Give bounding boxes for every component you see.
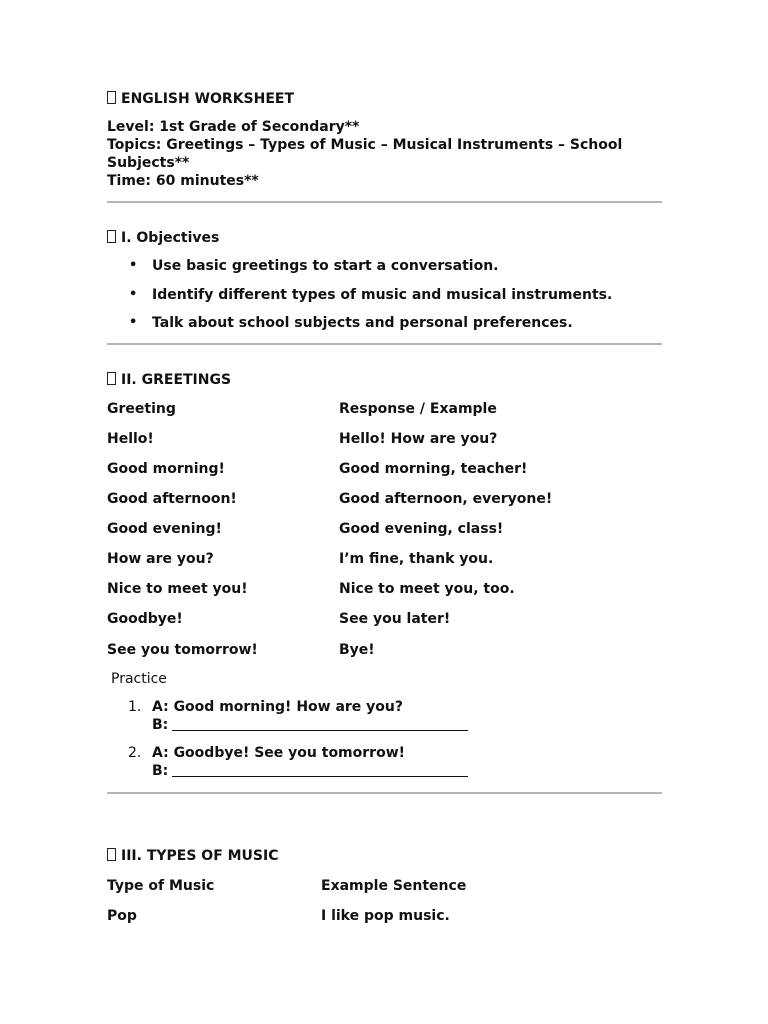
table-cell: Pop <box>107 908 137 924</box>
table-row <box>107 431 498 447</box>
table-row <box>107 642 375 658</box>
table-row <box>107 521 504 537</box>
topics-line-continued: Subjects** <box>107 155 190 171</box>
answer-blank[interactable] <box>172 764 468 777</box>
table-row <box>107 611 451 627</box>
table-cell: I’m fine, thank you. <box>339 551 494 567</box>
table-cell: Hello! <box>107 431 154 447</box>
table-cell: Good evening, class! <box>339 521 504 537</box>
dialogue-line-b: B: <box>152 717 169 733</box>
practice-label: Practice <box>111 671 167 687</box>
time-line: Time: 60 minutes** <box>107 173 259 189</box>
worksheet-title: ENGLISH WORKSHEET <box>107 91 294 107</box>
table-row <box>107 551 494 567</box>
topics-line: Topics: Greetings – Types of Music – Musical Instruments – School <box>107 137 623 153</box>
table-row <box>107 491 553 507</box>
missing-glyph-icon <box>107 372 116 385</box>
dialogue-line-b: B: <box>152 763 169 779</box>
table-cell: See you tomorrow! <box>107 642 258 658</box>
bullet-icon: • <box>129 315 138 330</box>
missing-glyph-icon <box>107 91 116 104</box>
table-cell: Good morning! <box>107 461 225 477</box>
column-header-response: Response / Example <box>339 401 497 417</box>
divider <box>107 201 662 203</box>
item-number: 2. <box>128 745 142 761</box>
column-header-greeting: Greeting <box>107 401 176 417</box>
table-cell: Good afternoon! <box>107 491 237 507</box>
table-row <box>107 461 528 477</box>
table-cell: Nice to meet you, too. <box>339 581 515 597</box>
table-cell: See you later! <box>339 611 451 627</box>
table-cell: Good afternoon, everyone! <box>339 491 553 507</box>
table-cell: Good morning, teacher! <box>339 461 528 477</box>
missing-glyph-icon <box>107 230 116 243</box>
table-cell: Good evening! <box>107 521 222 537</box>
divider <box>107 792 662 794</box>
greetings-heading: II. GREETINGS <box>107 372 231 388</box>
divider <box>107 343 662 345</box>
item-number: 1. <box>128 699 142 715</box>
table-header-row <box>107 401 497 417</box>
objectives-heading: I. Objectives <box>107 230 219 246</box>
table-cell: I like pop music. <box>321 908 450 924</box>
dialogue-line-a: A: Good morning! How are you? <box>152 699 404 715</box>
column-header-example: Example Sentence <box>321 878 467 894</box>
table-cell: Hello! How are you? <box>339 431 498 447</box>
answer-blank[interactable] <box>172 718 468 731</box>
table-header-row <box>107 878 467 894</box>
table-cell: Goodbye! <box>107 611 183 627</box>
column-header-type: Type of Music <box>107 878 215 894</box>
level-line: Level: 1st Grade of Secondary** <box>107 119 360 135</box>
bullet-icon: • <box>129 258 138 273</box>
dialogue-line-a: A: Goodbye! See you tomorrow! <box>152 745 406 761</box>
table-cell: How are you? <box>107 551 214 567</box>
table-cell: Bye! <box>339 642 375 658</box>
bullet-icon: • <box>129 287 138 302</box>
missing-glyph-icon <box>107 848 116 861</box>
table-row <box>107 908 450 924</box>
table-cell: Nice to meet you! <box>107 581 248 597</box>
music-heading: III. TYPES OF MUSIC <box>107 848 279 864</box>
table-row <box>107 581 515 597</box>
